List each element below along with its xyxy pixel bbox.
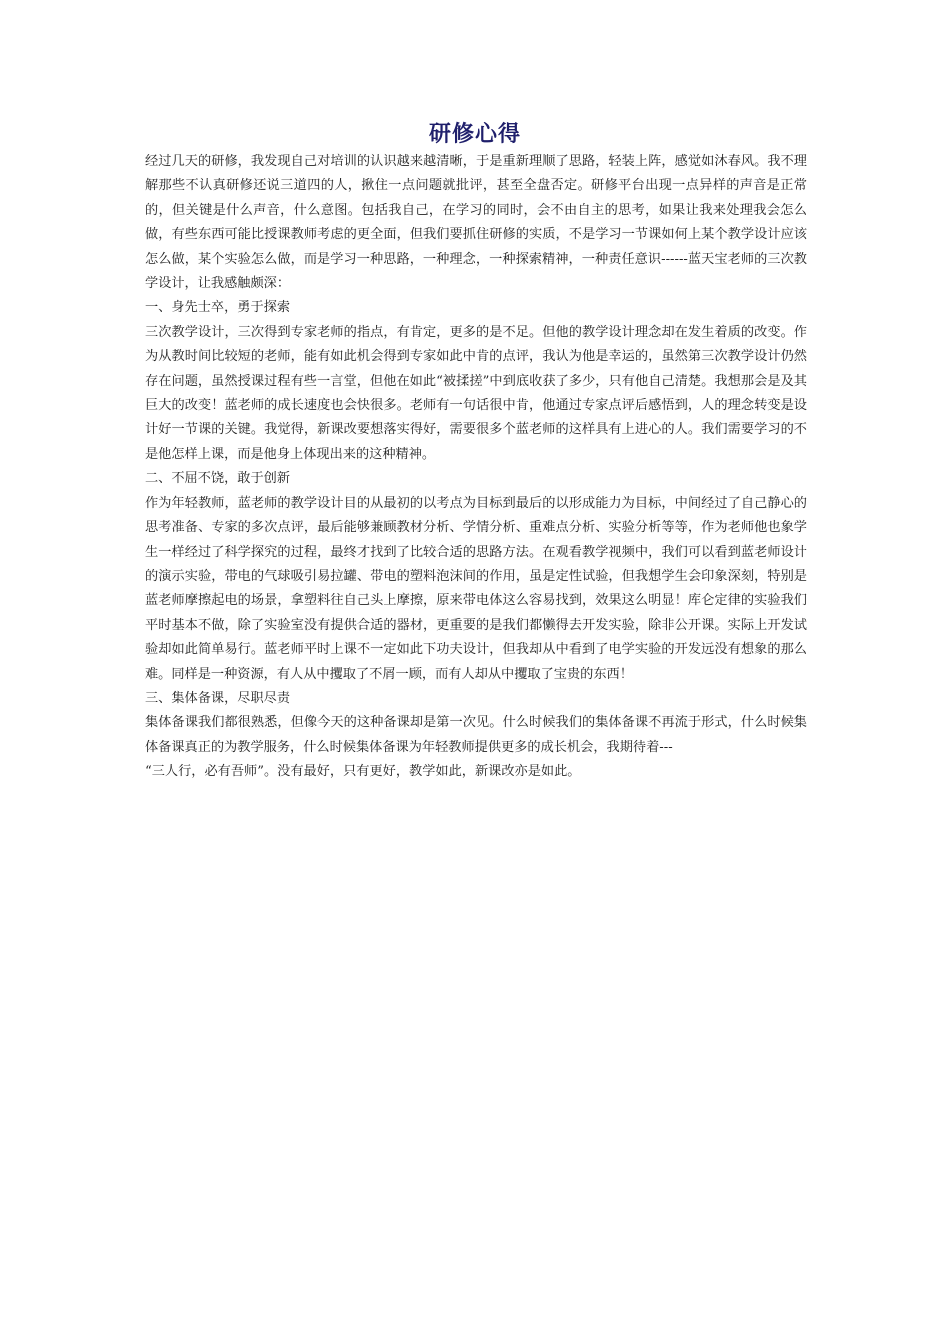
closing-paragraph: “三人行，必有吾师”。没有最好，只有更好，教学如此，新课改亦是如此。	[145, 764, 581, 780]
section-2-body: 作为年轻教师，蓝老师的教学设计目的从最初的以考点为目标到最后的以形成能力为目标，中间经过了自己静心的思考准备、专家的多次点评，最后能够兼顾教材分析、学情分析、重难点分析、实验分析等等，作为老师他也象学生一样经过了科学探究的过程，最终才找到了比较合适的思路方法。在观看教学视频中，我们可以看到蓝老师设计的演示实验，带电的气球吸引易拉罐、带电的塑料泡沫间的作用，虽是定性试验，但我想学生会印象深刻，特别是蓝老师摩擦起电的场景，拿塑料往自己头上摩擦，原来带电体这么容易找到，效果这么明显！库仑定律的实验我们平时基本不做，除了实验室没有提供合适的器材，更重要的是我们都懒得去开发实验，除非公开课。实际上开发试验却如此简单易行。蓝老师平时上课不一定如此下功夫设计，但我却从中看到了电学实验的开发远没有想象的那么难。同样是一种资源，有人从中攫取了不屑一顾，而有人却从中攫取了宝贵的东西！	[145, 495, 807, 682]
section-1-heading: 一、身先士卒，勇于探索	[145, 300, 291, 316]
section-3-heading: 三、集体备课，尽职尽责	[145, 690, 291, 706]
section-2-heading: 二、不屈不饶，敢于创新	[145, 471, 291, 487]
document-body	[145, 150, 807, 785]
section-1-body: 三次教学设计，三次得到专家老师的指点，有肯定，更多的是不足。但他的教学设计理念却在发生着质的改变。作为从教时间比较短的老师，能有如此机会得到专家如此中肯的点评，我认为他是幸运的，虽然第三次教学设计仍然存在问题，虽然授课过程有些一言堂，但他在如此“被揉搓”中到底收获了多少，只有他自己清楚。我想那会是及其巨大的改变！蓝老师的成长速度也会快很多。老师有一句话很中肯，他通过专家点评后感悟到，人的理念转变是设计好一节课的关键。我觉得，新课改要想落实得好，需要很多个蓝老师的这样具有上进心的人。我们需要学习的不是他怎样上课，而是他身上体现出来的这种精神。	[145, 324, 807, 462]
intro-paragraph: 经过几天的研修，我发现自己对培训的认识越来越清晰，于是重新理顺了思路，轻装上阵，感觉如沐春风。我不理解那些不认真研修还说三道四的人，揪住一点问题就批评，甚至全盘否定。研修平台出现一点异样的声音是正常的，但关键是什么声音，什么意图。包括我自己，在学习的同时，会不由自主的思考，如果让我来处理我会怎么做，有些东西可能比授课教师考虑的更全面，但我们要抓住研修的实质，不是学习一节课如何上某个教学设计应该怎么做，某个实验怎么做，而是学习一种思路，一种理念，一种探索精神，一种责任意识------蓝天宝老师的三次教学设计，让我感触颇深：	[145, 154, 807, 292]
section-3-body: 集体备课我们都很熟悉，但像今天的这种备课却是第一次见。什么时候我们的集体备课不再流于形式，什么时候集体备课真正的为教学服务，什么时候集体备课为年轻教师提供更多的成长机会，我期待着---	[145, 715, 807, 755]
document-title: 研修心得	[428, 122, 521, 147]
